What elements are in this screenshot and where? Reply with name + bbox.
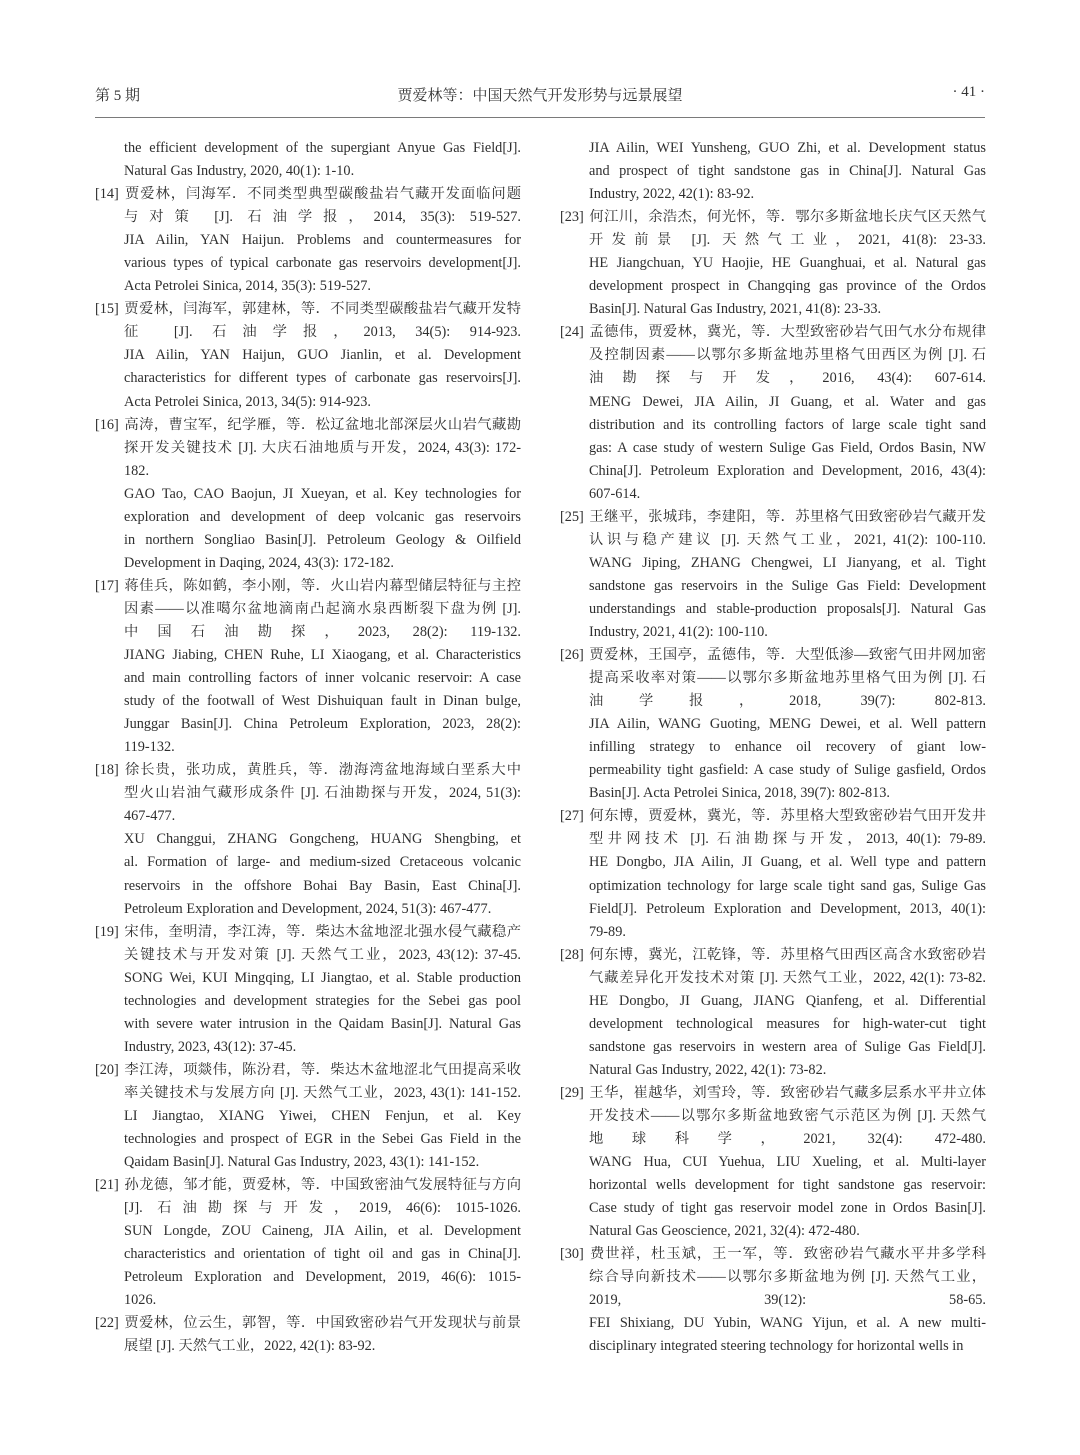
reference-line: distribution and its controlling factors of large scale tight sand [589, 416, 986, 433]
reference-number: [14] [95, 186, 119, 203]
reference-entry [95, 1059, 521, 1174]
reference-entry [560, 1243, 986, 1358]
reference-line: 182. [124, 462, 150, 479]
reference-line: permeability tight gasfield: A case study of Sulige gasfield, Ordos [589, 762, 986, 779]
reference-line: 油学报，2018, 39(7): 802-813. [589, 693, 986, 710]
reference-number: [18] [95, 762, 119, 779]
reference-entry [560, 321, 986, 505]
reference-text: 何东博，冀光，江乾锋，等．苏里格气田西区高含水致密砂岩 [589, 946, 986, 963]
reference-entry [95, 298, 521, 413]
reference-line: gas: A case study of western Sulige Gas Field, Ordos Basin, NW [589, 439, 986, 456]
reference-line: HE Jiangchuan, YU Haojie, HE Guanghuai, et al. Natural gas [589, 255, 986, 272]
reference-line: 综合导向新技术——以鄂尔多斯盆地为例 [J]. 天然气工业， [589, 1269, 986, 1286]
reference-text: 费世祥，杜玉斌，王一军，等．致密砂岩气藏水平井多学科 [589, 1246, 986, 1263]
reference-text: 孙龙德，邹才能，贾爱林，等．中国致密油气发展特征与方向 [124, 1177, 521, 1194]
reference-line: characteristics and orientation of tight oil and gas in China[J]. [124, 1246, 521, 1263]
reference-line: 467-477. [124, 808, 176, 825]
reference-line: 119-132. [124, 739, 175, 756]
reference-line: 中国石油勘探，2023, 28(2): 119-132. [124, 623, 521, 640]
reference-number: [28] [560, 946, 584, 963]
reference-line [95, 759, 521, 782]
reference-line [95, 575, 521, 598]
reference-number: [15] [95, 301, 119, 318]
reference-line: 率关键技术与发展方向 [J]. 天然气工业，2023, 43(1): 141-152. [124, 1084, 521, 1101]
reference-entry [95, 1312, 521, 1358]
reference-number: [26] [560, 647, 584, 664]
reference-line [95, 298, 521, 321]
reference-line: disciplinary integrated steering technology for horizontal wells in [589, 1338, 964, 1355]
reference-entry [560, 805, 986, 943]
reference-line: Basin[J]. Acta Petrolei Sinica, 2018, 39(7): 802-813. [589, 785, 890, 802]
reference-line: Acta Petrolei Sinica, 2014, 35(3): 519-527. [124, 278, 371, 295]
reference-line: 气藏差异化开发技术对策 [J]. 天然气工业，2022, 42(1): 73-82. [589, 969, 986, 986]
reference-line: 地球科学，2021, 32(4): 472-480. [589, 1131, 986, 1148]
reference-line: 607-614. [589, 485, 641, 502]
reference-line: Petroleum Exploration and Development, 2024, 51(3): 467-477. [124, 900, 492, 917]
reference-line: HE Dongbo, JI Guang, JIANG Qianfeng, et al. Differential [589, 992, 986, 1009]
reference-line: exploration and development of deep volcanic gas reservoirs [124, 508, 521, 525]
reference-line: infilling strategy to enhance oil recovery of giant low- [589, 739, 986, 756]
issue-number: 第 5 期 [95, 88, 141, 104]
page-number: · 41 · [952, 84, 985, 100]
reference-line: JIA Ailin, YAN Haijun, GUO Jianlin, et al. Development [124, 347, 521, 364]
reference-line: GAO Tao, CAO Baojun, JI Xueyan, et al. Key technologies for [124, 485, 521, 502]
reference-line: JIA Ailin, WEI Yunsheng, GUO Zhi, et al. Development status [589, 140, 986, 156]
reference-line [560, 805, 986, 828]
reference-line [95, 1174, 521, 1197]
reference-line: JIA Ailin, WANG Guoting, MENG Dewei, et al. Well pattern [589, 716, 986, 733]
reference-number: [27] [560, 808, 584, 825]
reference-line: and main controlling factors of inner volcanic reservoir: A case [124, 670, 521, 687]
reference-line: 认识与稳产建议 [J]. 天然气工业，2021, 41(2): 100-110. [589, 531, 986, 548]
left-column [95, 137, 521, 1358]
reference-line: China[J]. Petroleum Exploration and Development, 2016, 43(4): [589, 462, 986, 479]
reference-line: Industry, 2023, 43(12): 37-45. [124, 1038, 297, 1055]
reference-line: 因素——以准噶尔盆地滴南凸起滴水泉西断裂下盘为例 [J]. [124, 600, 521, 617]
reference-number: [19] [95, 923, 119, 940]
reference-line: sandstone gas reservoirs in the Sulige Gas Field: Development [589, 577, 986, 594]
header-rule [95, 117, 985, 118]
reference-line: optimization technology for large scale tight sand gas, Sulige Gas [589, 877, 986, 894]
reference-number: [29] [560, 1084, 584, 1101]
reference-line: technologies and prospect of EGR in the Sebei Gas Field in the [124, 1131, 521, 1148]
reference-text: 蒋佳兵，陈如鹤，李小刚，等．火山岩内幕型储层特征与主控 [124, 577, 521, 594]
reference-entry [560, 644, 986, 805]
reference-line: Basin[J]. Natural Gas Industry, 2021, 41(8): 23-33. [589, 301, 882, 318]
reference-line: LI Jiangtao, XIANG Yiwei, CHEN Fenjun, et al. Key [124, 1107, 521, 1124]
reference-line: JIANG Jiabing, CHEN Ruhe, LI Xiaogang, et al. Characteristics [124, 647, 521, 664]
reference-line: Natural Gas Industry, 2022, 42(1): 73-82. [589, 1061, 827, 1078]
reference-line: horizontal wells development for tight sandstone gas reservoir: [589, 1177, 986, 1194]
reference-line [560, 506, 986, 529]
reference-entry [95, 575, 521, 759]
reference-line: Development in Daqing, 2024, 43(3): 172-182. [124, 554, 395, 571]
reference-text: 何东博，贾爱林，冀光，等．苏里格大型致密砂岩气田开发井 [589, 808, 986, 825]
reference-line [95, 921, 521, 944]
reference-line: characteristics for different types of carbonate gas reservoirs[J]. [124, 370, 521, 387]
reference-text: 王华，崔越华，刘雪玲，等．致密砂岩气藏多层系水平井立体 [589, 1084, 986, 1101]
reference-line: 展望 [J]. 天然气工业，2022, 42(1): 83-92. [124, 1338, 376, 1355]
reference-line: FEI Shixiang, DU Yubin, WANG Yijun, et al. A new multi- [589, 1315, 986, 1332]
reference-line: 关键技术与开发对策 [J]. 天然气工业，2023, 43(12): 37-45. [124, 946, 521, 963]
reference-number: [23] [560, 209, 584, 226]
reference-line: 1026. [124, 1292, 157, 1309]
reference-line: WANG Jiping, ZHANG Chengwei, LI Jianyang, et al. Tight [589, 554, 986, 571]
reference-number: [17] [95, 577, 119, 594]
reference-text: 李江涛，项燚伟，陈汾君，等．柴达木盆地涩北气田提高采收 [124, 1061, 521, 1078]
reference-entry [95, 759, 521, 920]
reference-line [560, 944, 986, 967]
running-title: 贾爱林等：中国天然气开发形势与远景展望 [397, 88, 683, 104]
reference-line: Natural Gas Geoscience, 2021, 32(4): 472-480. [589, 1223, 860, 1240]
reference-line: JIA Ailin, YAN Haijun. Problems and countermeasures for [124, 232, 521, 249]
reference-line: various types of typical carbonate gas reservoirs development[J]. [124, 255, 521, 272]
reference-line: XU Changgui, ZHANG Gongcheng, HUANG Shengbing, et [124, 831, 521, 848]
reference-line: Qaidam Basin[J]. Natural Gas Industry, 2023, 43(1): 141-152. [124, 1154, 480, 1171]
reference-line: 与对策 [J]. 石油学报，2014, 35(3): 519-527. [124, 209, 521, 226]
reference-line: SONG Wei, KUI Mingqing, LI Jiangtao, et al. Stable production [124, 969, 521, 986]
reference-line: Industry, 2021, 41(2): 100-110. [589, 623, 768, 640]
reference-line: Case study of tight gas reservoir model zone in Ordos Basin[J]. [589, 1200, 986, 1217]
reference-entry [560, 137, 986, 206]
reference-line: 型井网技术 [J]. 石油勘探与开发，2013, 40(1): 79-89. [589, 831, 986, 848]
reference-text: 徐长贵，张功成，黄胜兵，等．渤海湾盆地海域白垩系大中 [124, 762, 521, 779]
reference-text: 贾爱林，闫海军，郭建林，等．不同类型碳酸盐岩气藏开发特 [124, 301, 521, 318]
reference-text: 孟德伟，贾爱林，冀光，等．大型致密砂岩气田气水分布规律 [589, 324, 986, 341]
reference-line: 提高采收率对策——以鄂尔多斯盆地苏里格气田为例 [J]. 石 [589, 670, 986, 687]
reference-text: 王继平，张城玮，李建阳，等．苏里格气田致密砂岩气藏开发 [589, 508, 986, 525]
reference-line: MENG Dewei, JIA Ailin, JI Guang, et al. Water and gas [589, 393, 986, 410]
reference-line: al. Formation of large- and medium-sized Cretaceous volcanic [124, 854, 521, 871]
reference-line: 油勘探与开发，2016, 43(4): 607-614. [589, 370, 986, 387]
reference-line: 及控制因素——以鄂尔多斯盆地苏里格气田西区为例 [J]. 石 [589, 347, 986, 364]
reference-text: 宋伟，奎明清，李江涛，等．柴达木盆地涩北强水侵气藏稳产 [124, 923, 521, 940]
reference-entry [560, 1082, 986, 1243]
reference-line [560, 321, 986, 344]
reference-line: development prospect in Changqing gas province of the Ordos [589, 278, 986, 295]
reference-line [95, 1059, 521, 1082]
reference-entry [95, 414, 521, 575]
reference-number: [16] [95, 416, 119, 433]
reference-line: 开发前景 [J]. 天然气工业，2021, 41(8): 23-33. [589, 232, 986, 249]
reference-line: Natural Gas Industry, 2020, 40(1): 1-10. [124, 163, 355, 180]
reference-entry [560, 506, 986, 644]
reference-line: Acta Petrolei Sinica, 2013, 34(5): 914-923. [124, 393, 371, 410]
reference-line: study of the footwall of West Dishuiquan fault in Dinan bulge, [124, 693, 521, 710]
reference-line: and prospect of tight sandstone gas in China[J]. Natural Gas [589, 163, 986, 180]
reference-line: development technological measures for high-water-cut tight [589, 1015, 986, 1032]
reference-text: 何江川，余浩杰，何光怀，等．鄂尔多斯盆地长庆气区天然气 [589, 209, 986, 226]
reference-line: SUN Longde, ZOU Caineng, JIA Ailin, et al. Development [124, 1223, 521, 1240]
reference-line: WANG Hua, CUI Yuehua, LIU Xueling, et al. Multi-layer [589, 1154, 986, 1171]
reference-line: [J]. 石油勘探与开发，2019, 46(6): 1015-1026. [124, 1200, 521, 1217]
reference-line: 探开发关键技术 [J]. 大庆石油地质与开发，2024, 43(3): 172- [124, 439, 521, 456]
reference-line: HE Dongbo, JIA Ailin, JI Guang, et al. Well type and pattern [589, 854, 986, 871]
reference-entry [95, 1174, 521, 1312]
reference-number: [21] [95, 1177, 119, 1194]
reference-number: [22] [95, 1315, 119, 1332]
reference-text: 贾爱林，闫海军．不同类型典型碳酸盐岩气藏开发面临问题 [124, 186, 521, 203]
reference-number: [25] [560, 508, 584, 525]
reference-text: 高涛，曹宝军，纪学雁，等．松辽盆地北部深层火山岩气藏勘 [124, 416, 521, 433]
reference-line: with severe water intrusion in the Qaidam Basin[J]. Natural Gas [124, 1015, 521, 1032]
reference-line: Industry, 2022, 42(1): 83-92. [589, 186, 755, 203]
reference-line: 型火山岩油气藏形成条件 [J]. 石油勘探与开发，2024, 51(3): [124, 785, 521, 802]
reference-line: 79-89. [589, 923, 626, 940]
reference-line [95, 1312, 521, 1335]
reference-line: technologies and development strategies for the Sebei gas pool [124, 992, 521, 1009]
reference-entry [95, 921, 521, 1059]
reference-line [95, 183, 521, 206]
reference-line: the efficient development of the supergiant Anyue Gas Field[J]. [124, 140, 521, 156]
reference-line [560, 644, 986, 667]
reference-line: understandings and stable-production proposals[J]. Natural Gas [589, 600, 986, 617]
reference-line: in northern Songliao Basin[J]. Petroleum Geology & Oilfield [124, 531, 521, 548]
reference-number: [30] [560, 1246, 584, 1263]
reference-entry [560, 206, 986, 321]
reference-line: 2019, 39(12): 58-65. [589, 1292, 986, 1309]
reference-text: 贾爱林，王国亭，孟德伟，等．大型低渗—致密气田井网加密 [589, 647, 986, 664]
running-header [95, 84, 985, 108]
reference-line: 开发技术——以鄂尔多斯盆地致密气示范区为例 [J]. 天然气 [589, 1107, 986, 1124]
reference-line: reservoirs in the offshore Bohai Bay Basin, East China[J]. [124, 877, 521, 894]
reference-line [560, 1243, 986, 1266]
reference-text: 贾爱林，位云生，郭智，等．中国致密砂岩气开发现状与前景 [124, 1315, 521, 1332]
reference-entry [95, 183, 521, 298]
reference-number: [20] [95, 1061, 119, 1078]
reference-line: sandstone gas reservoirs in western area of Sulige Gas Field[J]. [589, 1038, 986, 1055]
reference-number: [24] [560, 324, 584, 341]
reference-line: Junggar Basin[J]. China Petroleum Exploration, 2023, 28(2): [124, 716, 521, 733]
reference-line [560, 206, 986, 229]
reference-entry [560, 944, 986, 1082]
reference-line: Petroleum Exploration and Development, 2019, 46(6): 1015- [124, 1269, 521, 1286]
reference-line: Field[J]. Petroleum Exploration and Development, 2013, 40(1): [589, 900, 986, 917]
right-column [560, 137, 986, 1358]
reference-line: 征 [J]. 石油学报，2013, 34(5): 914-923. [124, 324, 521, 341]
reference-line [560, 1082, 986, 1105]
reference-line [95, 414, 521, 437]
reference-entry [95, 137, 521, 183]
